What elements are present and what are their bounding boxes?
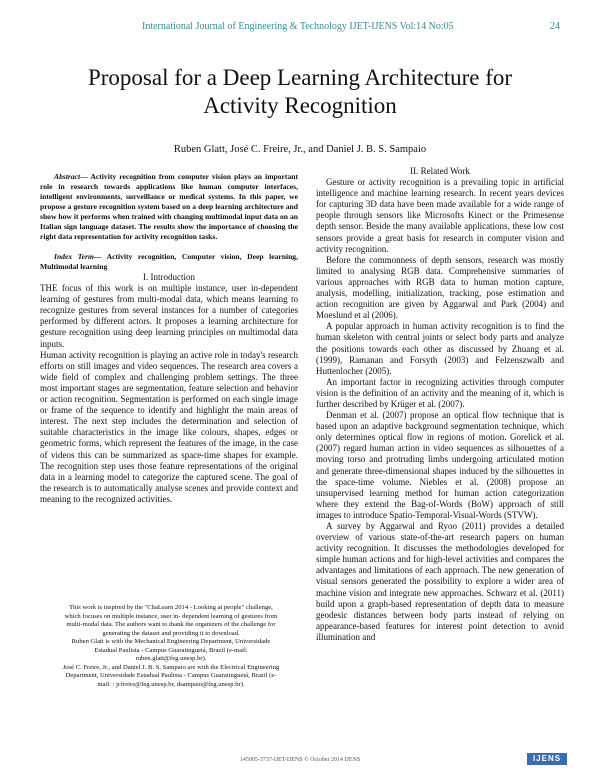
journal-name: International Journal of Engineering & Technology IJET-IJENS Vol:14 No:05 (142, 21, 454, 32)
footnote (62, 604, 280, 689)
related-work-paragraph-2: Before the commonness of depth sensors, research was mostly limited to analysing RGB data. Comprehensive summaries of various approaches with RGB data to human motion capture, analysis, modelling, initialization, tracking, pose estimation and action recognition are given by Aggarwal and Park (2004) and Moeslund et al (2006). (316, 254, 564, 321)
related-work-paragraph-1: Gesture or activity recognition is a prevailing topic in artificial intelligence and machine learning research. In recent years devices for capturing 3D data have been made available for a wide range of people through sensors like Microsofts Kinect or the Primesense depth sensor. Beside the many available applications, these low cost sensors provide a great basis for research in computer vision and activity recognition. (316, 177, 564, 254)
page-number: 24 (550, 21, 560, 32)
intro-paragraph-1: THE focus of this work is on multiple instance, user in-dependent learning of gestures from multi-modal data, which means learning to recognize gestures from several instances for a number of categories performed by different actors. It proposes a learning architecture for gesture recognition using deep learning principles on multimodal data inputs. (40, 283, 298, 349)
abstract (40, 172, 298, 242)
related-work-paragraph-5: Denman et al. (2007) propose an optical flow technique that is based upon an adaptive background segmentation technique, which only determines optical flow in regions of motion. Gorelick et al. (2007) regard human action in video sequences as silhouettes of a moving torso and protruding limbs undergoing articulated motion and generate three-dimensional shapes induced by the silhouettes in the space-time volume. Niebles et al. (2008) propose an unsupervised learning method for human action categorization where they extend the Bag-of-Words (BoW) approach of still images to introduce Spatio-Temporal-Visual-Words (STVW). (316, 410, 564, 520)
ijens-logo: IJENS (527, 753, 567, 765)
right-column (316, 166, 564, 643)
index-terms-text: Activity recognition, Computer vision, Deep learning, Multimodal learning (40, 252, 298, 271)
footnote-author-1: Ruben Glatt is with the Mechanical Engineering Department, Universidade Estadual Paulista - Campus Guaratinguetá, Brazil (e-mail: ruben.glatt@feg.unesp.br). (71, 638, 271, 662)
abstract-text: Activity recognition from computer vision plays an important role in research towards applications like human computer interfaces, intelligent environments, surveillance or medical systems. In this paper, we propose a gesture recognition system based on a deep learning architecture and show how it performs when trained with changing multimodal input data on an Italian sign language dataset. The results show the importance of choosing the right data representation for activity recognition tasks. (40, 172, 298, 241)
paper-title (40, 64, 560, 120)
title-line-1: Proposal for a Deep Learning Architecture for (87, 65, 513, 90)
page-footer: 145905-3737-IJET-IJENS © October 2014 IJENS (239, 757, 361, 763)
index-terms (40, 252, 298, 272)
abstract-label: Abstract— (54, 172, 88, 181)
index-terms-label: Index Term— (54, 252, 102, 261)
intro-paragraph-2: Human activity recognition is playing an active role in today's research efforts on still images and video sequences. The research area covers a wide field of complex and challenging problem settings. The three most important stages are segmentation, feature selection and behavior or action recognition. Segmentation is performed on each single image or frame of the sequence to identify and highlight the main areas of interest. The next step includes the determination and selection of suitable characteristics in the image like colours, shapes, edges or geometric forms, which represent the features of the image, in the case of videos this can be summarized as space-time shapes for example. The recognition step uses those feature representations of the original data in a learning model to categorize the captured scene. The goal of the research is to automatically analyse scenes and provide context and meaning to the recognized activities. (40, 349, 298, 504)
related-work-paragraph-3: A popular approach in human activity recognition is to find the human skeleton with central joints or select body parts and analyze the positions towards each other as discussed by Zhuang et al. (1999), Ramanan and Forsyth (2003) and Felzenszwalb and Huttenlocher (2005). (316, 321, 564, 376)
authors: Ruben Glatt, José C. Freire, Jr., and Daniel J. B. S. Sampaio (173, 144, 427, 155)
section-heading-related-work: II. Related Work (410, 166, 470, 176)
section-heading-introduction: I. Introduction (143, 272, 195, 282)
related-work-paragraph-4: An important factor in recognizing activities through computer vision is the definition of an activity and the meaning of it, which is further described by Krüger et al. (2007). (316, 376, 564, 409)
footnote-authors-2-3: José C. Freire, Jr., and Daniel J. B. S. Sampaio are with the Electrical Engineering Department, Universidade Estadual Paulista - Campus Guaratinguetá, Brazil (e-mail: : jcfreire@feg.unesp.br, dsampaio@feg.unesp.br). (62, 663, 280, 688)
footnote-acknowledgement: This work is inspired by the "ChaLearn 2014 - Looking at people" challenge, which focuses on multiple instance, user in- dependent learning of gestures from multi-modal data. The authors want to thank the organizers of the challenge for generating the dataset and providing it to download. (64, 604, 278, 637)
title-line-2: Activity Recognition (203, 93, 397, 118)
related-work-paragraph-6: A survey by Aggarwal and Ryoo (2011) provides a detailed overview of various state-of-the-art research papers on human activity recognition. It discusses the methodologies developed for simple human actions and for high-level activities and compares the advantages and limitations of each approach. The new generation of visual sensors generated the possibility to explore a wider area of machine vision and integrate new approaches. Schwarz et al. (2011) build upon a graph-based representation of depth data to measure geodesic distances between body parts instead of relying on appearance-based features for interest point detection to avoid illumination and (316, 521, 564, 642)
left-column (40, 172, 298, 505)
